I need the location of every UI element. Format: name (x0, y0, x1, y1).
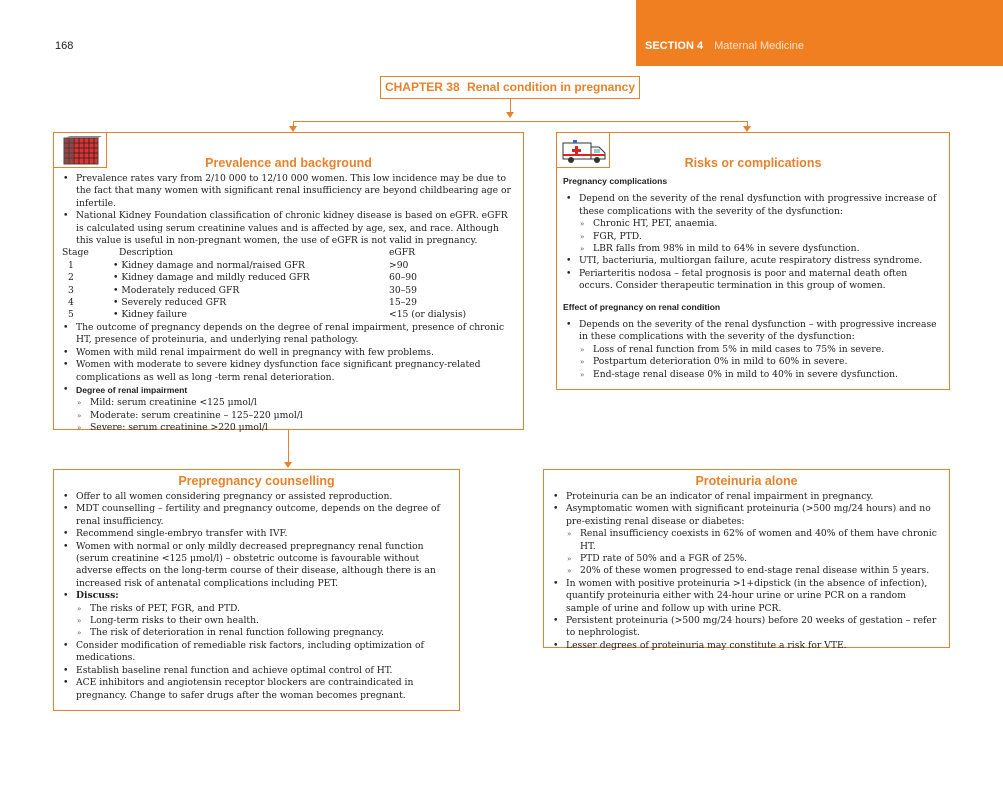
connector-line (510, 99, 511, 113)
table-row (62, 297, 466, 309)
ambulance-icon (561, 137, 607, 165)
table-cell: • Kidney failure (113, 309, 187, 321)
connector-line (293, 121, 748, 122)
page-number: 168 (55, 40, 74, 52)
complications-sublist (579, 218, 943, 255)
list-item-text: Asymptomatic women with significant proteinuria (>500 mg/24 hours) and no pre-existing renal disease or diabetes: (566, 503, 931, 527)
list-item: • Offer to all women considering pregnancy or assisted reproduction. (76, 491, 449, 503)
table-row (62, 285, 466, 297)
list-item: » Mild: serum creatinine <125 μmol/l (90, 397, 517, 409)
effect-sublist (579, 344, 943, 381)
impairment-heading: Degree of renal impairment (76, 384, 188, 395)
list-item: • Women with moderate to severe kidney dysfunction face significant pregnancy-related complications as well as long -term renal deterioration. (76, 359, 517, 384)
counselling-title: Prepregnancy counselling (178, 474, 335, 488)
counselling-box (53, 469, 460, 711)
list-item (579, 193, 943, 255)
proteinuria-list (544, 491, 939, 652)
list-item-text: Depends on the severity of the renal dysfunction – with progressive increase in these complications with the severity of the dysfunction: (579, 319, 937, 343)
list-item: • Recommend single-embryo transfer with IVF. (76, 528, 449, 540)
list-item: » The risk of deterioration in renal function following pregnancy. (90, 627, 449, 639)
list-item: » The risks of PET, FGR, and PTD. (90, 603, 449, 615)
proteinuria-box (543, 469, 950, 651)
risks-icon-frame (556, 132, 610, 168)
risks-title: Risks or complications (684, 156, 822, 170)
table-header: eGFR (389, 247, 416, 259)
list-item (579, 319, 943, 381)
list-item: • UTI, bacteriuria, multiorgan failure, acute respiratory distress syndrome. (579, 255, 943, 267)
list-item: • In women with positive proteinuria >1+dipstick (in the absence of infection), quantify proteinuria either with 24-hour urine or urine PCR on a random sample of urine and follow up with urine PCR. (566, 578, 939, 615)
impairment-list (76, 397, 517, 434)
prevalence-bullets-top (54, 173, 517, 247)
list-item: » Postpartum deterioration 0% in mild to 60% in severe. (593, 356, 943, 368)
connector-line (288, 430, 289, 462)
effect-list (563, 319, 943, 381)
list-item (566, 503, 939, 577)
effect-heading: Effect of pregnancy on renal condition (563, 301, 721, 312)
list-item: » Severe: serum creatinine >220 μmol/l (90, 422, 517, 434)
list-item: » LBR falls from 98% in mild to 64% in severe dysfunction. (593, 243, 943, 255)
table-cell: • Kidney damage and normal/raised GFR (113, 259, 305, 271)
proteinuria-title: Proteinuria alone (695, 474, 798, 488)
counselling-list (54, 491, 449, 702)
chapter-title-box (380, 76, 640, 99)
table-cell: 60–90 (389, 272, 417, 284)
table-cell: • Kidney damage and mildly reduced GFR (113, 272, 310, 284)
table-cell: 1 (68, 259, 74, 271)
list-item: » PTD rate of 50% and a FGR of 25%. (580, 553, 939, 565)
proteinuria-sublist (566, 528, 939, 578)
list-item: • National Kidney Foundation classification of chronic kidney disease is based on eGFR. eGFR is calculated using serum creatinine values and is affected by age, sex, and race. Although this value is useful in non-pregnant women, the use of eGFR is not valid in pregnancy. (76, 210, 517, 247)
kidney-grid-icon (62, 136, 102, 166)
list-item: » Loss of renal function from 5% in mild cases to 75% in severe. (593, 344, 943, 356)
list-item: » Renal insufficiency coexists in 62% of women and 40% of them have chronic HT. (580, 528, 939, 553)
table-row (62, 260, 466, 272)
chapter-title: Renal condition in pregnancy (467, 80, 636, 94)
table-cell: 15–29 (389, 297, 417, 309)
list-item: • MDT counselling – fertility and pregnancy outcome, depends on the degree of renal insufficiency. (76, 503, 449, 528)
list-item: • Proteinuria can be an indicator of renal impairment in pregnancy. (566, 491, 939, 503)
list-item: • Establish baseline renal function and achieve optimal control of HT. (76, 665, 449, 677)
table-cell: 5 (68, 309, 74, 321)
section-label (645, 40, 804, 52)
list-item: • Women with mild renal impairment do well in pregnancy with few problems. (76, 347, 517, 359)
list-item: • Women with normal or only mildly decreased prepregnancy renal function (serum creatinine <125 μmol/l) – obstetric outcome is favourable without adverse effects on the long-term course of their disease, although there is an increased risk of antenatal complications including PET. (76, 541, 449, 591)
connector-arrow (284, 462, 292, 468)
list-item: • Persistent proteinuria (>500 mg/24 hours) before 20 weeks of gestation – refer to nephrologist. (566, 615, 939, 640)
list-item (76, 384, 517, 435)
list-item: • Periarteritis nodosa – fetal prognosis is poor and maternal death often occurs. Consider therapeutic termination in this group of women. (579, 268, 943, 293)
list-item: » Chronic HT, PET, anaemia. (593, 218, 943, 230)
table-cell: >90 (389, 259, 409, 271)
list-item: » End-stage renal disease 0% in mild to 40% in severe dysfunction. (593, 369, 943, 381)
list-item: • ACE inhibitors and angiotensin receptor blockers are contraindicated in pregnancy. Change to safer drugs after the woman becomes pregnant. (76, 677, 449, 702)
list-item (76, 590, 449, 640)
risks-box (556, 132, 950, 390)
list-item: » 20% of these women progressed to end-stage renal disease within 5 years. (580, 565, 939, 577)
table-row (62, 272, 466, 284)
discuss-label: Discuss: (76, 590, 119, 602)
table-header-row (62, 247, 466, 259)
table-cell: • Severely reduced GFR (113, 297, 227, 309)
prevalence-box (53, 132, 524, 434)
prevalence-icon-frame (53, 132, 107, 168)
list-item: • Lesser degrees of proteinuria may constitute a risk for VTE. (566, 640, 939, 652)
table-cell: 30–59 (389, 284, 417, 296)
table-row (62, 309, 466, 321)
section-header-band (636, 0, 1003, 66)
table-cell: <15 (or dialysis) (389, 309, 467, 321)
connector-arrow (506, 112, 514, 118)
table-cell: 4 (68, 297, 74, 309)
list-item: • The outcome of pregnancy depends on the degree of renal impairment, presence of chronic HT, presence of proteinuria, and underlying renal pathology. (76, 322, 517, 347)
list-item: » Moderate: serum creatinine – 125–220 μmol/l (90, 410, 517, 422)
prevalence-bullets-bottom (54, 322, 517, 435)
table-cell: 3 (68, 284, 74, 296)
pregnancy-complications-heading: Pregnancy complications (563, 176, 668, 186)
ckd-stage-table (62, 247, 466, 321)
list-item: » Long-term risks to their own health. (90, 615, 449, 627)
table-header: Stage (62, 247, 89, 259)
chapter-number: CHAPTER 38 (384, 80, 460, 94)
list-item-text: Depend on the severity of the renal dysfunction with progressive increase of these complications with the severity of the dysfunction: (579, 193, 937, 217)
prevalence-title: Prevalence and background (205, 156, 372, 170)
table-cell: 2 (68, 272, 74, 284)
table-cell: • Moderately reduced GFR (113, 284, 240, 296)
list-item: • Prevalence rates vary from 2/10 000 to 12/10 000 women. This low incidence may be due to the fact that many women with significant renal insufficiency are beyond childbearing age or infertile. (76, 173, 517, 210)
list-item: • Consider modification of remediable risk factors, including optimization of medications. (76, 640, 449, 665)
list-item: » FGR, PTD. (593, 231, 943, 243)
table-header: Description (119, 247, 173, 259)
section-number: SECTION 4 (645, 40, 704, 52)
complications-list (563, 193, 943, 292)
discuss-list (76, 603, 449, 640)
section-title: Maternal Medicine (714, 40, 805, 52)
